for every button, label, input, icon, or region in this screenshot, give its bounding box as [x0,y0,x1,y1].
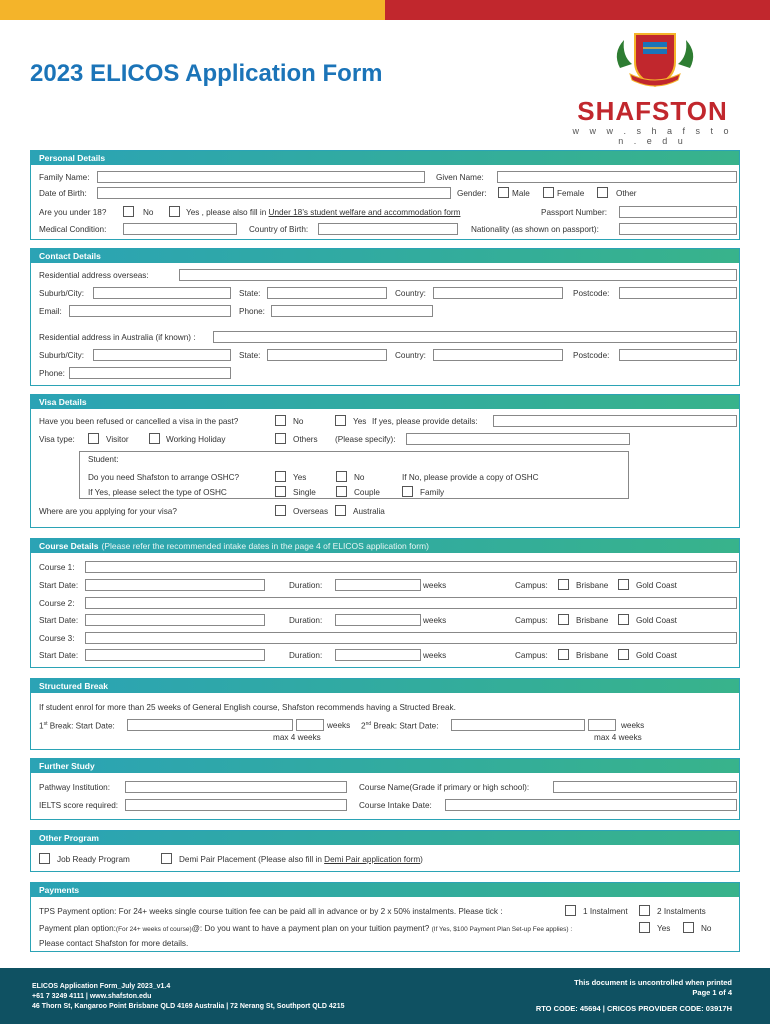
footer [0,968,770,1024]
email-label: Email: [39,307,62,316]
footer-page-number: Page 1 of 4 [692,988,732,997]
under18-form-link[interactable]: Under 18’s student welfare and accommodation form [268,208,461,217]
gender-female-label: Female [557,189,585,198]
footer-form-version: ELICOS Application Form_July 2023_v1.4 [32,983,171,990]
further-study-section [30,758,740,820]
footer-contact: +61 7 3249 4111 | www.shafston.edu [32,993,152,1000]
payments-section [30,882,740,952]
oshc-couple-checkbox[interactable] [336,486,347,497]
visitor-label: Visitor [106,435,129,444]
footer-uncontrolled: This document is uncontrolled when printed [574,978,732,987]
break1-weeks-field[interactable] [296,719,324,731]
state2-label: State: [239,351,261,360]
refused-details-field[interactable] [493,415,737,427]
under18-no-label: No [143,208,154,217]
footer-right [574,978,732,998]
state2-field[interactable] [267,349,387,361]
country-field[interactable] [433,287,563,299]
one-instalment-label: 1 Instalment [583,907,628,916]
nationality-field[interactable] [619,223,737,235]
dob-field[interactable] [97,187,451,199]
tps-label: TPS Payment option: For 24+ weeks single course tuition fee can be paid all in advance or by 2 x 50% instalments. Please tick : [39,907,503,916]
email-field[interactable] [69,305,231,317]
postcode2-field[interactable] [619,349,737,361]
break-intro-text: If student enrol for more than 25 weeks of General English course, Shafston recommends having a Structed Break. [39,703,456,712]
working-holiday-checkbox[interactable] [149,433,160,444]
course2-label: Course 2: [39,599,75,608]
top-bar-red [385,0,770,20]
two-instalments-checkbox[interactable] [639,905,650,916]
overseas-checkbox[interactable] [275,505,286,516]
course2-duration-label: Duration: [289,616,323,625]
course1-duration-field[interactable] [335,579,421,591]
dob-label: Date of Birth: [39,189,87,198]
phone-field[interactable] [271,305,433,317]
course1-weeks-label: weeks [423,581,447,590]
break2-max-label: max 4 weeks [594,733,642,742]
break1-label: 1st Break: Start Date: [39,721,115,731]
intake-label: Course Intake Date: [359,801,432,810]
course2-goldcoast-label: Gold Coast [636,616,677,625]
demi-pair-form-link[interactable]: Demi Pair application form [324,855,421,864]
course2-campus-label: Campus: [515,616,548,625]
overseas-label: Overseas [293,507,329,516]
course3-field[interactable] [85,632,737,644]
course2-start-field[interactable] [85,614,265,626]
payment-plan-no-checkbox[interactable] [683,922,694,933]
course2-brisbane-checkbox[interactable] [558,614,569,625]
demi-pair-label: Demi Pair Placement (Please also fill in Demi Pair application form) [179,855,423,864]
contact-details-section [30,248,740,386]
passport-label: Passport Number: [541,208,607,217]
gender-other-label: Other [616,189,637,198]
refused-no-label: No [293,417,304,426]
course3-brisbane-label: Brisbane [576,651,609,660]
student-label: Student: [88,455,119,464]
section-heading: Personal Details [31,151,739,165]
course2-weeks-label: weeks [423,616,447,625]
country2-label: Country: [395,351,426,360]
top-color-bar [0,0,770,20]
suburb2-field[interactable] [93,349,231,361]
country2-field[interactable] [433,349,563,361]
course1-start-label: Start Date: [39,581,79,590]
oshc-family-checkbox[interactable] [402,486,413,497]
postcode2-label: Postcode: [573,351,610,360]
course3-duration-field[interactable] [335,649,421,661]
course3-weeks-label: weeks [423,651,447,660]
course2-duration-field[interactable] [335,614,421,626]
pathway-label: Pathway Institution: [39,783,110,792]
family-name-field[interactable] [97,171,425,183]
course1-campus-label: Campus: [515,581,548,590]
personal-details-section [30,150,740,240]
oshc-family-label: Family [420,488,445,497]
course-name-label: Course Name(Grade if primary or high school): [359,783,530,792]
course2-brisbane-label: Brisbane [576,616,609,625]
oshc-question-label: Do you need Shafston to arrange OSHC? [88,473,240,482]
family-name-label: Family Name: [39,173,90,182]
payment-plan-yes-label: Yes [657,924,671,933]
oshc-type-label: If Yes, please select the type of OSHC [88,488,227,497]
suburb-label: Suburb/City: [39,289,85,298]
top-bar-yellow [0,0,385,20]
course1-brisbane-label: Brisbane [576,581,609,590]
two-instalments-label: 2 Instalments [657,907,706,916]
where-apply-label: Where are you applying for your visa? [39,507,177,516]
postcode-label: Postcode: [573,289,610,298]
state-label: State: [239,289,261,298]
postcode-field[interactable] [619,287,737,299]
country-label: Country: [395,289,426,298]
refused-no-checkbox[interactable] [275,415,286,426]
oshc-copy-label: If No, please provide a copy of OSHC [402,473,539,482]
payment-plan-no-label: No [701,924,712,933]
oshc-couple-label: Couple [354,488,380,497]
section-heading [31,539,739,553]
shafston-logo [570,28,735,146]
res-overseas-field[interactable] [179,269,737,281]
refused-yes-checkbox[interactable] [335,415,346,426]
phone2-label: Phone: [39,369,65,378]
ielts-label: IELTS score required: [39,801,119,810]
oshc-yes-checkbox[interactable] [275,471,286,482]
under18-no-checkbox[interactable] [123,206,134,217]
australia-label: Australia [353,507,385,516]
course1-start-field[interactable] [85,579,265,591]
section-heading: Contact Details [31,249,739,263]
course3-brisbane-checkbox[interactable] [558,649,569,660]
break2-weeks-field[interactable] [588,719,616,731]
section-heading: Structured Break [31,679,739,693]
section-heading: Visa Details [31,395,739,409]
gender-male-checkbox[interactable] [498,187,509,198]
course-details-section [30,538,740,668]
section-heading: Further Study [31,759,739,773]
oshc-yes-label: Yes [293,473,307,482]
course3-start-label: Start Date: [39,651,79,660]
under18-label: Are you under 18? [39,208,107,217]
course3-label: Course 3: [39,634,75,643]
refused-details-label: If yes, please provide details: [372,417,478,426]
footer-left [32,982,344,1012]
pathway-field[interactable] [125,781,347,793]
contact-note: Please contact Shafston for more details. [39,939,189,948]
break1-weeks-label: weeks [327,721,351,730]
refused-label: Have you been refused or cancelled a visa in the past? [39,417,239,426]
nationality-label: Nationality (as shown on passport): [471,225,599,234]
structured-break-section [30,678,740,750]
job-ready-checkbox[interactable] [39,853,50,864]
course1-field[interactable] [85,561,737,573]
job-ready-label: Job Ready Program [57,855,130,864]
course1-label: Course 1: [39,563,75,572]
specify-field[interactable] [406,433,630,445]
visitor-checkbox[interactable] [88,433,99,444]
break2-date-field[interactable] [451,719,585,731]
course3-start-field[interactable] [85,649,265,661]
country-birth-field[interactable] [318,223,458,235]
others-label: Others [293,435,318,444]
course1-goldcoast-label: Gold Coast [636,581,677,590]
phone2-field[interactable] [69,367,231,379]
payment-plan-yes-checkbox[interactable] [639,922,650,933]
gender-other-checkbox[interactable] [597,187,608,198]
given-name-field[interactable] [497,171,737,183]
student-subsection [79,451,629,499]
course1-goldcoast-checkbox[interactable] [618,579,629,590]
visa-details-section [30,394,740,528]
passport-field[interactable] [619,206,737,218]
phone-label: Phone: [239,307,265,316]
intake-field[interactable] [445,799,737,811]
res-aus-field[interactable] [213,331,737,343]
others-checkbox[interactable] [275,433,286,444]
ielts-field[interactable] [125,799,347,811]
course-heading-text: Course Details [39,541,99,551]
course3-campus-label: Campus: [515,651,548,660]
country-birth-label: Country of Birth: [249,225,309,234]
brand-wordmark: SHAFSTON [577,96,728,126]
section-heading: Other Program [31,831,739,845]
course-heading-note: (Please refer the recommended intake dates in the page 4 of ELICOS application form) [101,541,429,551]
brand-website: w w w . s h a f s t o n . e d u [572,126,733,146]
demi-pair-checkbox[interactable] [161,853,172,864]
course2-start-label: Start Date: [39,616,79,625]
suburb2-label: Suburb/City: [39,351,85,360]
course-name-field[interactable] [553,781,737,793]
oshc-no-label: No [354,473,365,482]
course3-duration-label: Duration: [289,651,323,660]
course1-brisbane-checkbox[interactable] [558,579,569,590]
break2-weeks-label: weeks [621,721,645,730]
course1-duration-label: Duration: [289,581,323,590]
oshc-single-label: Single [293,488,316,497]
under18-yes-label: Yes , please also fill in Under 18’s student welfare and accommodation form [186,208,461,217]
refused-yes-label: Yes [353,417,367,426]
under18-yes-checkbox[interactable] [169,206,180,217]
footer-address: 46 Thorn St, Kangaroo Point Brisbane QLD 4169 Australia | 72 Nerang St, Southport QLD 4215 [32,1003,345,1010]
res-aus-label: Residential address in Australia (if known) : [39,333,196,342]
course2-goldcoast-checkbox[interactable] [618,614,629,625]
course3-goldcoast-checkbox[interactable] [618,649,629,660]
australia-checkbox[interactable] [335,505,346,516]
section-heading: Payments [31,883,739,897]
course3-goldcoast-label: Gold Coast [636,651,677,660]
one-instalment-checkbox[interactable] [565,905,576,916]
medical-label: Medical Condition: [39,225,107,234]
gender-female-checkbox[interactable] [543,187,554,198]
payment-plan-label: Payment plan option:(For 24+ weeks of course)@: Do you want to have a payment plan on your tuition payment? (If Yes, $100 Payment Plan Set-up Fee applies) : [39,924,573,933]
gender-male-label: Male [512,189,530,198]
suburb-field[interactable] [93,287,231,299]
oshc-no-checkbox[interactable] [336,471,347,482]
oshc-single-checkbox[interactable] [275,486,286,497]
working-holiday-label: Working Holiday [166,435,226,444]
gender-label: Gender: [457,189,487,198]
crest-icon [610,28,700,94]
break1-max-label: max 4 weeks [273,733,321,742]
specify-label: (Please specify): [335,435,396,444]
break2-label: 2nd Break: Start Date: [361,721,439,731]
state-field[interactable] [267,287,387,299]
given-name-label: Given Name: [436,173,484,182]
break1-date-field[interactable] [127,719,293,731]
footer-codes: RTO CODE: 45694 | CRICOS PROVIDER CODE: 03917H [535,1004,732,1013]
res-overseas-label: Residential address overseas: [39,271,149,280]
medical-field[interactable] [123,223,237,235]
other-program-section [30,830,740,872]
page-title: 2023 ELICOS Application Form [30,60,383,87]
visa-type-label: Visa type: [39,435,75,444]
course2-field[interactable] [85,597,737,609]
